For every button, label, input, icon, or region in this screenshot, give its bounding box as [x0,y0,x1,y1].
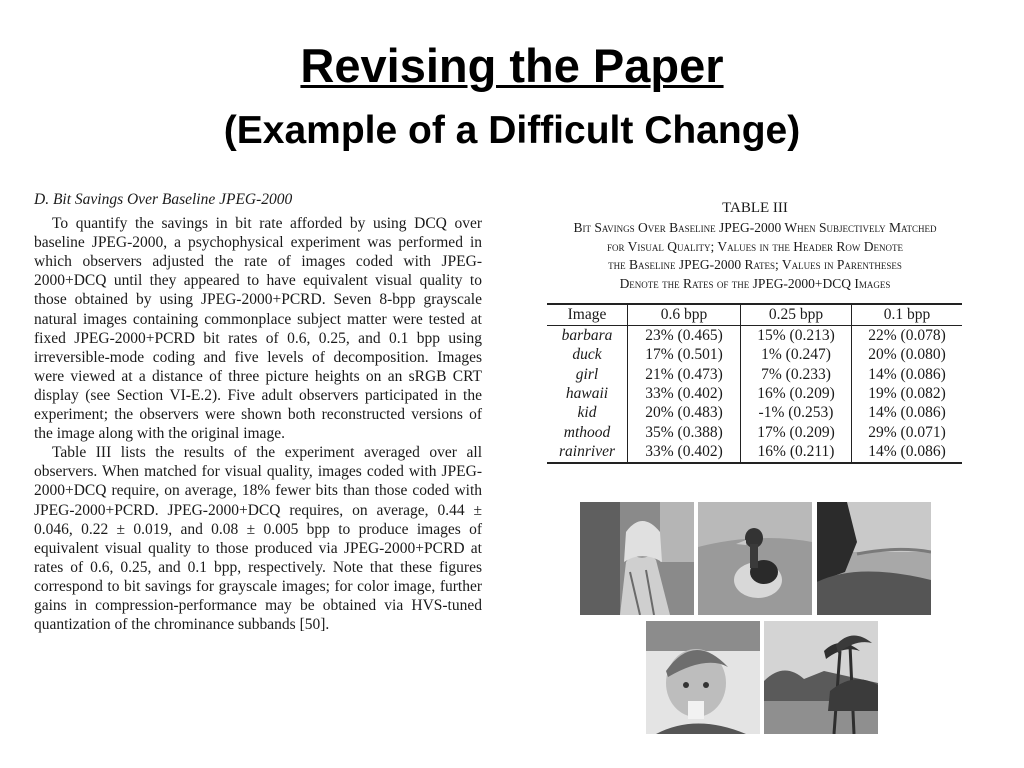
kid-image [646,621,760,734]
results-table [547,303,962,463]
header-0-6-bpp: 0.6 bpp [628,304,741,325]
hawaii-photo [817,502,931,615]
table-row [547,384,962,403]
caption-line: the Baseline JPEG-2000 Rates; Values in Parentheses [608,257,902,273]
section-heading: D. Bit Savings Over Baseline JPEG-2000 [34,191,293,208]
header-0-25-bpp: 0.25 bpp [741,304,852,325]
image-name: girl [575,365,599,383]
table-cell: -1% (0.253) [741,403,852,422]
table-row [547,403,962,422]
table-cell: 1% (0.247) [741,345,852,364]
table-cell: 16% (0.211) [741,442,852,462]
table-cell: 20% (0.483) [628,403,741,422]
table-cell: 19% (0.082) [852,384,963,403]
table-cell: 14% (0.086) [852,403,963,422]
slide-subtitle: (Example of a Difficult Change) [223,109,801,152]
table-cell: 22% (0.078) [852,325,963,345]
table-cell: 17% (0.209) [741,423,852,442]
table-row [547,365,962,384]
rainriver-photo [764,621,878,734]
image-name: barbara [561,326,613,344]
table-label: TABLE III [722,200,788,216]
duck-image [698,502,812,615]
header-image: Image [567,306,607,324]
image-name: kid [577,404,597,422]
table-block [506,200,1004,464]
table-cell: 23% (0.465) [628,325,741,345]
table-row [547,423,962,442]
table-row [547,325,962,345]
barbara-photo [580,502,694,615]
table-row [547,442,962,462]
paragraph-2: Table III lists the results of the experiment averaged over all observers. When matched for visual quality, images coded with JPEG-2000+DCQ require, on average, 18% fewer bits than those coded with JPEG-2000+PCRD. JPEG-2000+DCQ requires, on average, 0.44 ± 0.046, 0.22 ± 0.019, and 0.08 ± 0.005 bpp to produce images of equivalent visual quality to those produced via JPEG-2000+PCRD at rates of 0.6, 0.25, and 0.1 bpp, respectively. Note that these figures correspond to bit savings for grayscale images; for color image, further gains in compression-performance may be obtained via HVS-tuned quantization of the chrominance subbands [50]. [34,444,482,634]
kid-photo [646,621,760,734]
header-0-1-bpp: 0.1 bpp [852,304,963,325]
caption-line: for Visual Quality; Values in the Header Row Denote [607,238,903,254]
table-cell: 35% (0.388) [628,423,741,442]
slide-title: Revising the Paper [300,39,724,92]
rainriver-image [764,621,878,734]
hawaii-image [817,502,931,615]
image-name: mthood [563,423,611,441]
table-cell: 33% (0.402) [628,442,741,462]
table-cell: 16% (0.209) [741,384,852,403]
table-cell: 20% (0.080) [852,345,963,364]
barbara-image [580,502,694,615]
table-cell: 29% (0.071) [852,423,963,442]
table-cell: 7% (0.233) [741,365,852,384]
table-cell: 14% (0.086) [852,365,963,384]
table-cell: 17% (0.501) [628,345,741,364]
caption-line: Bit Savings Over Baseline JPEG-2000 When Subjectively Matched [573,220,937,235]
table-caption [506,219,1004,293]
table-cell: 14% (0.086) [852,442,963,462]
table-header-row [547,304,962,325]
paper-excerpt [34,190,482,634]
table-cell: 33% (0.402) [628,384,741,403]
paragraph-1: To quantify the savings in bit rate afforded by using DCQ over baseline JPEG-2000, a psychophysical experiment was performed in which observers adjusted the rate of images coded with JPEG-2000+DCQ until they appeared to have equivalent visual quality to those obtained by using JPEG-2000+PCRD. Seven 8-bpp grayscale natural images containing commonplace subject matter were tested at fixed JPEG-2000+PCRD bit rates of 0.6, 0.25, and 0.1 bpp using irreversible-mode coding and five levels of decomposition. Images were viewed at a distance of three picture heights on an sRGB CRT display (see Section VI-E.2). Five adult observers participated in the experiment; the observers were shown both reconstructed versions of the image along with the original image. [34,215,482,443]
table-cell: 15% (0.213) [741,325,852,345]
table-cell: 21% (0.473) [628,365,741,384]
duck-photo [698,502,812,615]
image-name: duck [572,346,602,364]
caption-line: Denote the Rates of the JPEG-2000+DCQ Images [619,275,891,291]
image-name: rainriver [559,443,615,461]
image-name: hawaii [565,385,609,402]
table-row [547,345,962,364]
